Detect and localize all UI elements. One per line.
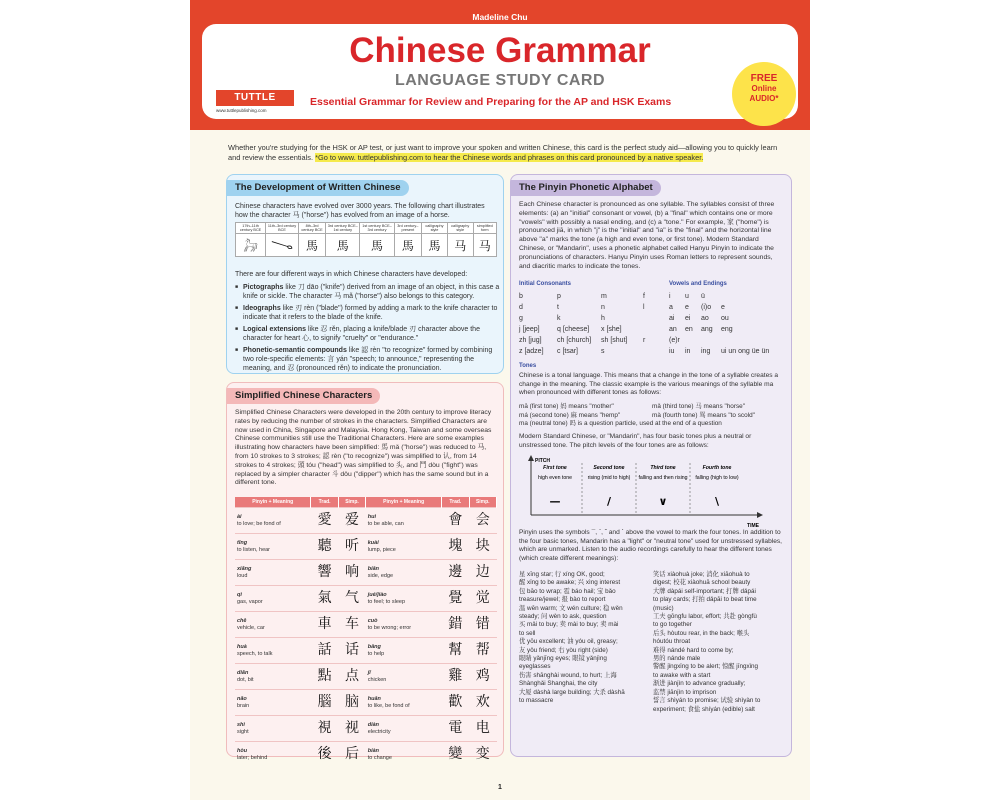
examples-left (519, 571, 651, 706)
period-cell: calligraphy style (447, 223, 473, 234)
author: Madeline Chu (472, 12, 528, 22)
table-row (235, 612, 497, 638)
vowels-cell: i (669, 293, 671, 300)
glyph-cell: 馬 (360, 234, 394, 257)
dev-ways: There are four different ways in which Chinese characters have developed: (235, 271, 468, 278)
initials-cell: d (519, 304, 523, 311)
table-header: Trad. (442, 497, 469, 508)
simplified-char: 鸡 (469, 664, 496, 690)
vowels-cell: ui un ong üe ün (721, 348, 770, 355)
vowels-cell: (e)r (669, 337, 680, 344)
table-row (235, 560, 497, 586)
example-line: 誓言 shìyán to promise; 试验 shìyàn to (653, 697, 761, 705)
pinyin-meaning-cell (235, 534, 311, 560)
initials-cell: z [adze] (519, 348, 544, 355)
meaning: chicken (367, 676, 387, 683)
initials-cell: q [cheese] (557, 326, 590, 333)
example-line: experiment; 食盐 shíyán (edible) salt (653, 705, 755, 713)
example-line: to awake with a start (653, 671, 711, 679)
tone-name: Fourth tone (702, 465, 732, 471)
pinyin-meaning-cell (366, 508, 442, 534)
meaning: speech, to talk (237, 650, 273, 657)
simplified-char: 脑 (338, 690, 365, 716)
period-cell: 8th–3rd century BCE (298, 223, 325, 234)
example-line: 监禁 jiānjìn to imprison (653, 688, 717, 696)
vowels-cell: e (685, 304, 689, 311)
table-row (235, 664, 497, 690)
traditional-char: 錯 (442, 612, 469, 638)
bullet-term: Pictographs (243, 284, 284, 291)
vowels-cell: u (685, 293, 689, 300)
badge-line: AUDIO* (749, 94, 779, 103)
initials-table (519, 291, 663, 357)
simplified-char: 爱 (338, 508, 365, 534)
vowels-cell: eng (721, 326, 733, 333)
example-line: 渐进 jiànjìn to advance gradually; (653, 680, 746, 688)
vowels-cell: ang (701, 326, 713, 333)
initials-cell: f (643, 293, 645, 300)
meaning: to like, be fond of (367, 702, 410, 709)
example-line: 友 yǒu friend; 右 yòu right (side) (519, 646, 608, 654)
glyph-cell: 马 (473, 234, 496, 257)
glyph-cell: 馬 (326, 234, 360, 257)
vowels-cell: ou (721, 315, 729, 322)
period-cell: 17th–11th century BCE (236, 223, 266, 234)
section-heading: Simplified Chinese Characters (227, 388, 380, 404)
tone-desc: high even tone (537, 475, 573, 481)
example-line: 包 bāo to wrap; 雹 báo hail; 宝 bǎo (519, 587, 616, 595)
simplified-section (226, 382, 504, 763)
meaning: to help (367, 650, 385, 657)
title-card (202, 24, 798, 119)
pinyin: huān (367, 695, 381, 702)
simplified-char: 点 (338, 664, 365, 690)
example-line: 警醒 jǐngxǐng to be alert; 惊醒 jīngxǐng (653, 663, 758, 671)
vowels-cell: in (685, 348, 691, 355)
meaning: dot, bit (237, 676, 254, 683)
example-line: 难得 nándé hard to come by; (653, 646, 734, 654)
initials-row (519, 313, 663, 324)
simplified-char: 电 (469, 716, 496, 742)
glyph-cell: 𓃗 (236, 234, 266, 257)
example-line: (music) (653, 604, 674, 612)
example-line: to massacre (519, 697, 554, 705)
pinyin: diǎn (237, 669, 249, 676)
traditional-char: 腦 (311, 690, 338, 716)
traditional-char: 愛 (311, 508, 338, 534)
initials-row (519, 324, 663, 335)
pinyin: huà (237, 643, 247, 650)
development-section (226, 174, 504, 374)
table-header: Pinyin + Meaning (235, 497, 311, 508)
meaning: to listen, hear (237, 546, 271, 553)
vowels-cell: ei (685, 315, 691, 322)
simplified-char: 变 (469, 742, 496, 768)
simplified-char: 帮 (469, 638, 496, 664)
ma-row (519, 412, 785, 421)
meaning: later; behind (237, 754, 268, 761)
pinyin-meaning-cell (366, 560, 442, 586)
bullet-term: Phonetic-semantic compounds (243, 347, 347, 354)
bullet-term: Ideographs (243, 305, 281, 312)
pinyin: bāng (367, 643, 381, 650)
meaning: to be able, can (367, 520, 404, 527)
ma-item: má (second tone) 麻 means "hemp" (519, 411, 621, 419)
meaning: side, edge (367, 572, 394, 579)
period-cell: 11th–3rd century BCE (266, 223, 299, 234)
ma-item: ma (neutral tone) 吗 is a question particle, used at the end of a question (519, 420, 722, 428)
tone-name: First tone (543, 465, 567, 471)
pinyin-meaning-cell (235, 638, 311, 664)
vowels-cell: e (721, 304, 725, 311)
example-line: 男的 nánde male (653, 655, 701, 663)
pinyin-meaning-cell (235, 742, 311, 768)
simplified-char: 边 (469, 560, 496, 586)
meaning: loud (237, 572, 248, 579)
pinyin: jī (367, 669, 371, 676)
meaning: lump, piece (367, 546, 396, 553)
example-line: 优 yōu excellent; 油 yóu oil, greasy; (519, 638, 618, 646)
dev-bullets (235, 283, 500, 376)
glyph-cell: 馬 (422, 234, 448, 257)
example-line: to sell (519, 629, 536, 637)
initials-cell: b (519, 293, 523, 300)
pinyin: xiǎng (237, 565, 252, 572)
page-title: Chinese Grammar (349, 31, 651, 70)
glyph-cell: 𐃆 (266, 234, 299, 257)
simplified-char: 会 (469, 508, 496, 534)
table-header: Pinyin + Meaning (366, 497, 442, 508)
vowels-label: Vowels and Endings (669, 281, 727, 287)
initials-cell: zh [jug] (519, 337, 542, 344)
vowels-row (669, 313, 769, 324)
example-line: 笑话 xiàohuà joke; 消化 xiāohuà to (653, 571, 750, 578)
pinyin-meaning-cell (366, 534, 442, 560)
traditional-char: 視 (311, 716, 338, 742)
pinyin: kuài (367, 539, 379, 546)
intro-text (228, 143, 788, 163)
page-number: 1 (498, 784, 502, 791)
examples-right (653, 571, 787, 714)
initials-cell: n (601, 304, 605, 311)
pinyin: nǎo (237, 695, 247, 702)
traditional-char: 覺 (442, 586, 469, 612)
ma-item: mǎ (third tone) 马 means "horse" (652, 403, 745, 410)
time-label: TIME (747, 523, 759, 529)
example-line: to play cards; 打拍 dǎpāi to beat time (653, 596, 757, 604)
initials-cell: p (557, 293, 561, 300)
initials-cell: m (601, 293, 607, 300)
pinyin-meaning-cell (366, 716, 442, 742)
pinyin-meaning-cell (366, 638, 442, 664)
example-line: to go together (653, 621, 692, 629)
pinyin: diàn (367, 721, 380, 728)
tone-mark-icon: / (606, 495, 612, 508)
section-heading: The Pinyin Phonetic Alphabet (511, 180, 661, 196)
pinyin-meaning-cell (235, 508, 311, 534)
traditional-char: 邊 (442, 560, 469, 586)
table-row (235, 586, 497, 612)
table-header: Simp. (469, 497, 496, 508)
pitch-diagram (517, 455, 787, 529)
pinyin: cuò (367, 617, 378, 624)
example-line: hóutóu throat (653, 638, 691, 646)
example-line: treasure/jewel; 报 bào to report (519, 596, 606, 604)
pinyin-meaning-cell (235, 560, 311, 586)
badge-line: Online (751, 84, 777, 93)
table-header: Trad. (311, 497, 338, 508)
example-line: 醒 xǐng to be awake; 兴 xìng interest (519, 579, 621, 587)
traditional-char: 聽 (311, 534, 338, 560)
table-row (235, 716, 497, 742)
simplified-char: 视 (338, 716, 365, 742)
example-line: eyeglasses (519, 663, 551, 671)
tone-name: Third tone (650, 465, 676, 471)
example-line: 伤害 shānghài wound, to hurt; 上海 (519, 671, 617, 679)
ma-row (519, 403, 785, 412)
meaning: vehicle, car (237, 624, 265, 631)
example-line: digest; 校花 xiàohuā school beauty (653, 579, 751, 587)
meaning: to love; be fond of (237, 520, 281, 527)
bullet-item (235, 283, 500, 301)
bullet-text: like 刀 dāo ("knife") derived from an image of an object, in this case a knife or sickle. The character 马 mǎ ("horse") also belongs to this category. (243, 284, 500, 300)
meaning: sight (237, 728, 249, 735)
vowels-cell: ü (701, 293, 705, 300)
table-header: Simp. (338, 497, 365, 508)
pinyin-meaning-cell (235, 690, 311, 716)
vowels-cell: ing (701, 348, 711, 355)
initials-cell: x [she] (601, 326, 622, 333)
initials-row (519, 346, 663, 357)
tone-desc: falling (high to low) (695, 475, 739, 481)
initials-cell: ch [church] (557, 337, 592, 344)
meaning: to feel; to sleep (367, 598, 406, 605)
pinyin-intro: Each Chinese character is pronounced as one syllable. The syllables consist of three elements: (a) an "initial" consonant or vowel, (b) a "final" which contains one or more "vowels" with possibly a nasal ending, and (c) a "tone." For example, 家 ("home") is pronounced jiā, in which "j" is the "initial" and "ia" is the "final" and the horizontal line above "a" marks the tone (a high and even tone, or first tone). Modern Standard Chinese, or "Mandarin", uses a phonetic alphabet called Hanyu Pinyin to indicate the pronunciations of characters. Hanyu Pinyin uses Roman letters to represent sounds, and diacritic marks to indicate the tones. (519, 201, 775, 270)
simp-intro: Simplified Chinese Characters were developed in the 20th century to improve literacy rates by reducing the number of strokes in the characters. Simplified Characters are now used in China, Singapore and Malaysia. Hong Kong, Taiwan and some overseas Chinese communities still use the Traditional Characters. Here are some examples illustrating how characters have been simplified: 馬 mǎ ("horse") was reduced to 马, from 10 strokes to 3 strokes; 認 rèn ("to recognize") was simplified to 认, from 14 strokes to 4 strokes; 頭 tóu ("head") was simplified to 头, and 鬥 dòu ("fight") was replaced by a simpler character 斗 dǒu ("dipper") which has the same sound but in a different tone. (235, 409, 492, 487)
tones-label: Tones (519, 363, 537, 369)
glyph-cell: 馬 (394, 234, 422, 257)
example-line: 买 mǎi to buy; 卖 mài to buy; 卖 mài (519, 621, 619, 629)
pinyin-meaning-cell (366, 742, 442, 768)
initials-row (519, 291, 663, 302)
pinyin: qì (237, 591, 242, 598)
tone-name: Second tone (593, 465, 625, 471)
example-line: Shànghǎi Shanghai, the city (519, 680, 598, 688)
pinyin-meaning-cell (235, 716, 311, 742)
pinyin-meaning-cell (366, 586, 442, 612)
publisher-url: www.tuttlepublishing.com (216, 108, 267, 113)
intro-highlight: *Go to www. tuttlepublishing.com to hear the Chinese words and phrases on this card pronounced by a native speaker. (315, 153, 704, 162)
bullet-text: like 忍 rěn, placing a knife/blade 刃 character above the character for heart 心, to signify "cruelty" or "endurance." (243, 326, 480, 342)
pinyin-meaning-cell (235, 612, 311, 638)
glyph-cell: 马 (447, 234, 473, 257)
period-cell: 1st century BCE–3rd century (360, 223, 394, 234)
pinyin: biàn (367, 747, 380, 754)
bullet-text: like 刃 rèn ("blade") formed by adding a mark to the knife character to indicate that it refers to the blade of the knife. (243, 305, 498, 321)
table-row (235, 742, 497, 768)
pitch-label: PITCH (535, 458, 550, 464)
simplified-char: 欢 (469, 690, 496, 716)
header-band (190, 0, 810, 130)
vowels-row (669, 302, 769, 313)
vowels-cell: ai (669, 315, 675, 322)
meaning: brain (237, 702, 250, 709)
pinyin: jué/jiào (367, 591, 387, 598)
meaning: electricity (367, 728, 391, 735)
example-line: 星 xīng star; 行 xíng OK, good; (519, 571, 605, 578)
pinyin-section (510, 174, 792, 757)
tone-mark-icon: \ (714, 495, 720, 508)
vowels-row (669, 346, 769, 357)
example-line: 温 wēn warm; 文 wén culture; 稳 wěn (519, 604, 623, 612)
bullet-text: like 認 rèn "to recognize" formed by combining two role-specific elements: 言 yán "speech; to announce," representing the meaning, and 忍 (pronounced rěn) to indicate the pronunciation. (243, 347, 493, 372)
page-subtitle: LANGUAGE STUDY CARD (394, 72, 606, 89)
tones-intro: Chinese is a tonal language. This means that a change in the tone of a syllable creates a change in the meaning. The classic example is the various meanings of the syllable ma when pronounced with different tones as follows: (519, 372, 779, 397)
bullet-item (235, 304, 500, 322)
section-heading: The Development of Written Chinese (227, 180, 409, 196)
simplified-char: 话 (338, 638, 365, 664)
example-line: 后头 hòutou rear, in the back; 喉头 (653, 629, 750, 637)
vowels-row (669, 291, 769, 302)
initials-cell: l (643, 304, 645, 311)
traditional-char: 響 (311, 560, 338, 586)
initials-cell: sh [shut] (601, 337, 628, 344)
meaning: gas, vapor (237, 598, 263, 605)
pinyin: ài (237, 513, 242, 520)
example-line: 大厦 dàshà large building; 大杀 dàshā (519, 688, 625, 696)
traditional-char: 歡 (442, 690, 469, 716)
initials-row (519, 335, 663, 346)
pitch-arrow-icon (528, 455, 534, 461)
pinyin: chē (237, 617, 247, 624)
traditional-char: 氣 (311, 586, 338, 612)
traditional-char: 電 (442, 716, 469, 742)
traditional-char: 話 (311, 638, 338, 664)
meaning: to change (367, 754, 392, 761)
pinyin-meaning-cell (366, 690, 442, 716)
pinyin: huì (367, 513, 376, 520)
meaning: to be wrong; error (367, 624, 412, 631)
period-cell: 3rd century BCE–1st century (326, 223, 360, 234)
simplified-char: 听 (338, 534, 365, 560)
vowels-cell: ao (701, 315, 709, 322)
traditional-char: 後 (311, 742, 338, 768)
period-cell: 3rd century–present (394, 223, 422, 234)
initials-label: Initial Consonants (519, 281, 572, 287)
ma-item: mā (first tone) 妈 means "mother" (519, 403, 614, 410)
pinyin: biān (367, 565, 380, 572)
initials-row (519, 302, 663, 313)
period-cell: simplified form (473, 223, 496, 234)
simplified-char: 觉 (469, 586, 496, 612)
initials-cell: r (643, 337, 646, 344)
traditional-char: 點 (311, 664, 338, 690)
time-arrow-icon (757, 512, 763, 518)
traditional-char: 會 (442, 508, 469, 534)
tones-levels: Modern Standard Chinese, or "Mandarin", has four basic tones plus a neutral or unstressed tone. The pitch levels of the four tones are as follows: (519, 433, 752, 449)
bullet-term: Logical extensions (243, 326, 307, 333)
traditional-char: 車 (311, 612, 338, 638)
vowels-table (669, 291, 769, 357)
simplified-char: 车 (338, 612, 365, 638)
simplified-char: 响 (338, 560, 365, 586)
pinyin: tīng (237, 539, 248, 546)
table-row (235, 534, 497, 560)
dev-intro: Chinese characters have evolved over 3000 years. The following chart illustrates how the character 马 ("horse") has evolved from an image of a horse. (235, 203, 485, 219)
initials-cell: j [jeep] (519, 326, 540, 333)
initials-cell: g (519, 315, 523, 322)
vowels-cell: an (669, 326, 677, 333)
badge-line: FREE (750, 73, 778, 84)
vowels-cell: a (669, 304, 673, 311)
table-row (235, 508, 497, 534)
tone-desc: falling and then rising (638, 475, 688, 481)
simplified-char: 错 (469, 612, 496, 638)
example-line: 眼睛 yǎnjīng eyes; 眼镜 yǎnjìng (519, 655, 607, 663)
evolution-chart (235, 222, 497, 257)
tone-marks-text: Pinyin uses the symbols ¯, ˊ, ˇ and ˋ above the vowel to mark the four tones. In addition to the four basic tones, Mandarin has a "light" or "neutral tone" used for unstressed syllables, which are unmarked. Listen to the audio recordings carefully to hear the different tones (which create different meanings): (519, 529, 782, 562)
period-cell: calligraphy style (422, 223, 448, 234)
traditional-char: 幫 (442, 638, 469, 664)
glyph-cell: 馬 (298, 234, 325, 257)
table-row (235, 638, 497, 664)
simplified-char: 块 (469, 534, 496, 560)
bullet-item (235, 346, 500, 373)
initials-cell: t (557, 304, 559, 311)
simplified-char: 后 (338, 742, 365, 768)
initials-cell: s (601, 348, 605, 355)
traditional-char: 雞 (442, 664, 469, 690)
table-row (235, 690, 497, 716)
tone-desc: rising (mid to high) (587, 475, 631, 481)
simplified-table (235, 497, 497, 768)
bullet-item (235, 325, 500, 343)
pinyin-meaning-cell (366, 612, 442, 638)
tone-mark-icon: — (549, 495, 561, 508)
example-line: steady; 问 wèn to ask, question (519, 613, 607, 621)
tone-mark-icon: ∨ (658, 495, 668, 508)
publisher-logo: TUTTLE (216, 90, 294, 106)
vowels-cell: en (685, 326, 693, 333)
pinyin-meaning-cell (366, 664, 442, 690)
ma-item: mà (fourth tone) 骂 means "to scold" (652, 411, 755, 419)
free-audio-badge (734, 64, 794, 124)
intro-body: Whether you're studying for the HSK or AP test, or just want to improve your spoken and written Chinese, this card is the perfect study aid—allowing you to quickly learn and review the essentials. (228, 143, 778, 162)
initials-cell: h (601, 315, 605, 322)
traditional-char: 塊 (442, 534, 469, 560)
traditional-char: 變 (442, 742, 469, 768)
vowels-cell: (i)o (701, 304, 712, 311)
vowels-row (669, 324, 769, 335)
vowels-row (669, 335, 769, 346)
example-line: 大牌 dàpái self-important; 打牌 dǎpái (653, 587, 756, 595)
tagline: Essential Grammar for Review and Preparing for the AP and HSK Exams (310, 96, 672, 108)
pinyin: hòu (237, 747, 248, 754)
pinyin-meaning-cell (235, 586, 311, 612)
simplified-char: 气 (338, 586, 365, 612)
pinyin-meaning-cell (235, 664, 311, 690)
vowels-cell: iu (669, 348, 675, 355)
pinyin: shì (237, 721, 245, 728)
example-line: 工夫 gōngfu labor, effort; 共赴 gòngfù (653, 613, 757, 621)
initials-cell: k (557, 315, 561, 322)
initials-cell: c [tsar] (557, 348, 579, 355)
